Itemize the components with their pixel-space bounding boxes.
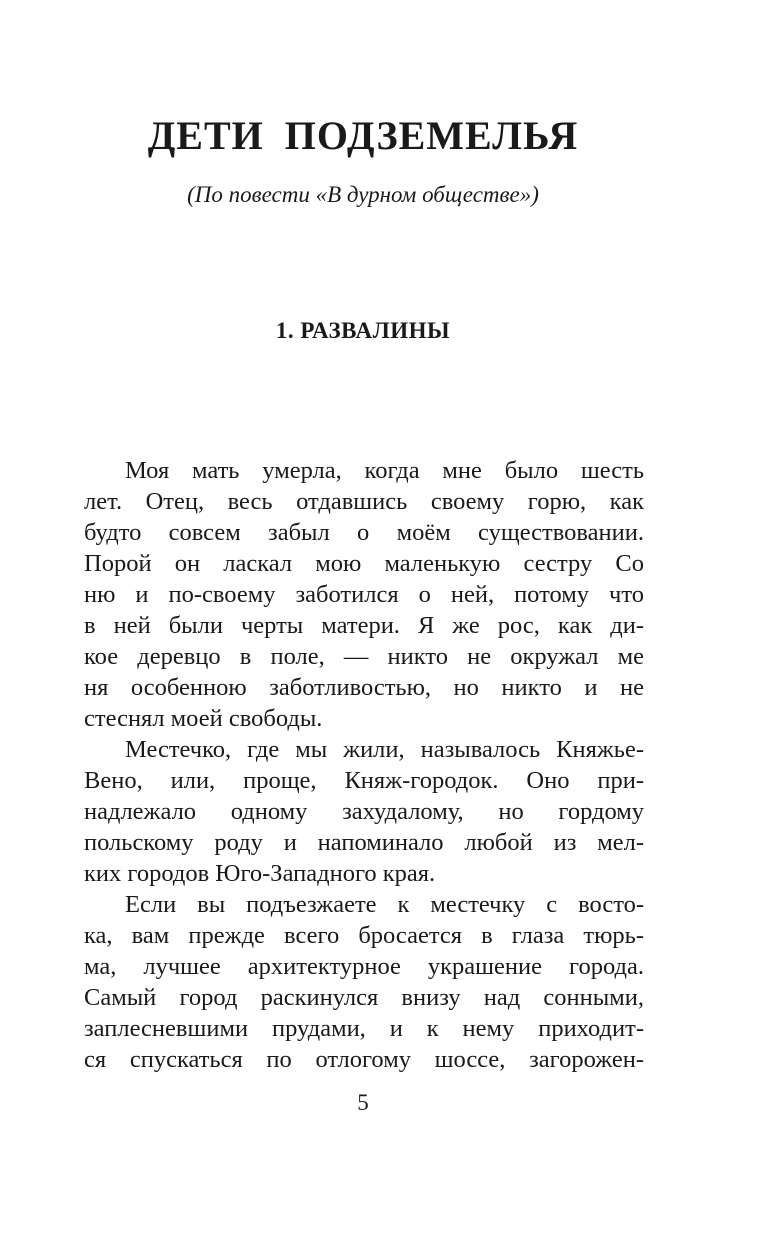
text-line: Моя мать умерла, когда мне было шесть xyxy=(125,457,644,484)
text-line: заплесневшими прудами, и к нему приходит- xyxy=(84,1015,644,1042)
page-number: 5 xyxy=(357,1090,369,1115)
text-line: ся спускаться по отлогому шоссе, загорожен- xyxy=(84,1046,644,1073)
text-line: польскому роду и напоминало любой из мел- xyxy=(84,829,644,856)
text-line: Порой он ласкал мою маленькую сестру Со xyxy=(84,550,644,577)
text-line: надлежало одному захудалому, но гордому xyxy=(84,798,644,825)
paragraph-3 xyxy=(84,889,644,1075)
text-line: Если вы подъезжаете к местечку с восто- xyxy=(125,891,644,918)
paragraph-2 xyxy=(84,734,644,889)
text-line: ка, вам прежде всего бросается в глаза тюрь- xyxy=(84,922,644,949)
book-subtitle: (По повести «В дурном обществе») xyxy=(187,182,539,207)
text-line: кое деревцо в поле, — никто не окружал ме xyxy=(84,643,644,670)
text-line: ма, лучшее архитектурное украшение города. xyxy=(84,953,644,980)
chapter-heading: 1. РАЗВАЛИНЫ xyxy=(275,318,451,343)
text-line: Местечко, где мы жили, называлось Княжье- xyxy=(125,736,644,763)
text-line: будто совсем забыл о моём существовании. xyxy=(84,519,644,546)
text-line: Вено, или, проще, Княж-городок. Оно при- xyxy=(84,767,644,794)
text-line: лет. Отец, весь отдавшись своему горю, как xyxy=(84,488,644,515)
book-title: ДЕТИ ПОДЗЕМЕЛЬЯ xyxy=(147,113,579,158)
paragraph-1 xyxy=(84,455,644,734)
text-line: в ней были черты матери. Я же рос, как ди- xyxy=(84,612,644,639)
body-text xyxy=(84,455,644,1075)
text-line: Самый город раскинулся внизу над сонными, xyxy=(84,984,644,1011)
text-line: ня особенною заботливостью, но никто и не xyxy=(84,674,644,701)
text-line: ню и по-своему заботился о ней, потому что xyxy=(84,581,644,608)
text-line: стеснял моей свободы. xyxy=(84,705,323,732)
text-line: ких городов Юго-Западного края. xyxy=(84,860,436,887)
